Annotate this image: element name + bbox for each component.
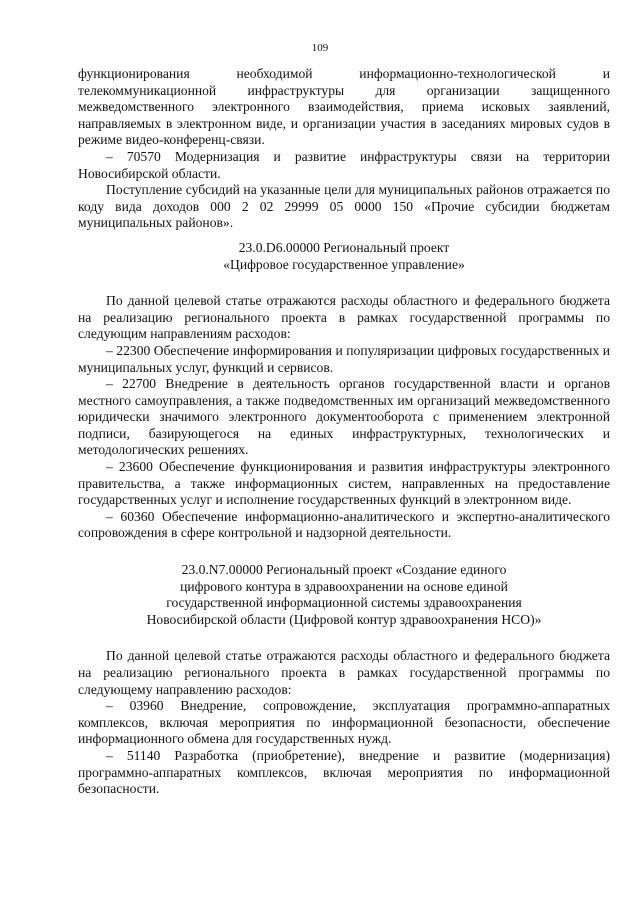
section2-heading-line2: цифрового контура в здравоохранении на основе единой — [180, 578, 508, 594]
section1-heading-line1: 23.0.D6.00000 Региональный проект — [238, 239, 450, 255]
page-content — [78, 66, 610, 798]
section1-heading-line2: «Цифровое государственное управление» — [223, 256, 465, 272]
section1-item-22300: – 22300 Обеспечение информирования и популяризации цифровых государственных и муниципальных услуг, функций и сервисов. — [78, 342, 610, 375]
section2-heading-line4: Новосибирской области (Цифровой контур здравоохранения НСО)» — [146, 611, 542, 627]
section2-heading-line1: 23.0.N7.00000 Региональный проект «Создание единого — [181, 562, 507, 578]
section2-intro: По данной целевой статье отражаются расходы областного и федерального бюджета на реализацию регионального проекта в рамках государственной программы по следующему направлению расходов: — [78, 648, 610, 697]
section1-item-23600: – 23600 Обеспечение функционирования и развития инфраструктуры электронного правительства, а также информационных систем, направленных на предоставление государственных услуг и исполнение государственных функций в электронном виде. — [78, 459, 610, 508]
section2-heading-line3: государственной информационной системы здравоохранения — [166, 595, 522, 611]
section2-item-03960: – 03960 Внедрение, сопровождение, эксплуатация программно-аппаратных комплексов, включая мероприятия по информационной безопасности, обеспечение информационного обмена для государственных нужд. — [78, 698, 610, 747]
page-number: 109 — [311, 42, 329, 54]
paragraph-subsidies: Поступление субсидий на указанные цели для муниципальных районов отражается по коду вида доходов 000 2 02 29999 05 0000 150 «Прочие субсидии бюджетам муниципальных районов». — [78, 182, 610, 231]
section2-item-51140: – 51140 Разработка (приобретение), внедрение и развитие (модернизация) программно-аппаратных комплексов, включая мероприятия по информационной безопасности. — [78, 747, 610, 797]
section1-item-22700: – 22700 Внедрение в деятельность органов государственной власти и органов местного самоуправления, а также подведомственных им организаций межведомственного юридически значимого электронного документооборота с применением электронной подписи, базирующегося на единых инфраструктурных, технологических и методологических решениях. — [78, 376, 610, 458]
paragraph-continuation: функционирования необходимой информационно-технологической и телекоммуникационной инфраструктуры для организации защищенного межведомственного электронного взаимодействия, приема исковых заявлений, направляемых в электронном виде, и организации участия в заседаниях мировых судов в режиме видео-конференц-связи. — [78, 66, 610, 148]
section1-intro: По данной целевой статье отражаются расходы областного и федерального бюджета на реализацию регионального проекта в рамках государственной программы по следующим направлениям расходов: — [78, 293, 610, 342]
section1-item-60360: – 60360 Обеспечение информационно-аналитического и экспертно-аналитического сопровождения в сфере контрольной и надзорной деятельности. — [78, 508, 610, 541]
paragraph-item-70570: – 70570 Модернизация и развитие инфраструктуры связи на территории Новосибирской области. — [78, 148, 610, 181]
